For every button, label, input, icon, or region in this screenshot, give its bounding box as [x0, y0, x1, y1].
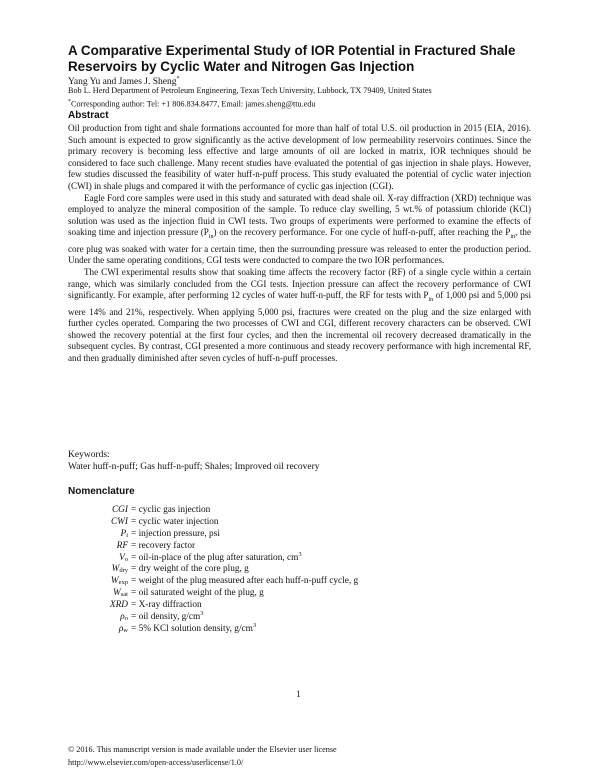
license-url: http://www.elsevier.com/open-access/userlicense/1.0/	[68, 757, 244, 767]
abstract-paragraph: Oil production from tight and shale formations accounted for more than half of total U.S. oil production in 2015 (EIA, 2016). Such amount is expected to grow significantly as the active development of low permeability reservoirs continues. Since the primary recovery is becoming less effective and large amounts of oil are locked in matrix, IOR techniques should be considered to face such challenge. Many recent studies have evaluated the potential of gas injection in shale plays. However, few studies discussed the feasibility of water huff-n-puff process. This study evaluated the potential of cyclic water injection (CWI) in shale plugs and compared it with the performance of cyclic gas injection (CGI).	[68, 123, 531, 191]
nomenclature-definition: = 5% KCl solution density, $g/cm^3$	[131, 621, 257, 634]
nomenclature-symbol: RF	[116, 540, 128, 551]
nomenclature-item	[68, 612, 488, 624]
nomenclature-definition: = oil saturated weight of the plug, g	[131, 588, 264, 599]
nomenclature-item	[68, 576, 488, 588]
nomenclature-item	[68, 564, 488, 576]
nomenclature-item	[68, 600, 488, 612]
abstract-paragraph: Eagle Ford core samples were used in this study and saturated with dead shale oil. X-ray diffraction (XRD) technique was employed to analyze the mineral composition of the sample. To reduce clay swelling, 5 wt.% of potassium chloride (KCl) solution was used as the injection fluid in CWI tests. Two groups of experiments were performed to examine the effects of soaking time and injection pressure $(P_{in})$ on the recovery performance. For one cycle of huff-n-puff, after reaching the $P_{in}$, the core plug was soaked with water for a certain time, then the surrounding pressure was released to enter the production period. Under the same operating conditions, CGI tests were conducted to compare the two IOR performances.	[68, 192, 531, 266]
nomenclature-item	[68, 550, 488, 565]
nomenclature-symbol: $W_{exp}$	[110, 576, 128, 587]
nomenclature-item	[68, 541, 488, 553]
keywords-text: Water huff-n-puff; Gas huff-n-puff; Shales; Improved oil recovery	[68, 462, 320, 472]
nomenclature-item	[68, 517, 488, 529]
nomenclature-item	[68, 529, 488, 541]
nomenclature-definition: = oil-in-place of the plug after saturation, $cm^3$	[131, 550, 302, 563]
abstract-body	[68, 123, 531, 365]
nomenclature-definition: = recovery factor	[131, 540, 196, 551]
nomenclature-list	[68, 505, 488, 636]
nomenclature-symbol: $\rho_w$	[118, 623, 128, 634]
nomenclature-item	[68, 505, 488, 517]
nomenclature-definition: = cyclic water injection	[131, 516, 219, 527]
abstract-paragraph: The CWI experimental results show that soaking time affects the recovery factor (RF) of a single cycle within a certain range, which was similarly concluded from the CGI tests. Injection pressure can affect the recovery performance of CWI significantly. For example, after performing 12 cycles of water huff-n-puff, the RF for tests with $P_{in}$ of 1,000 psi and 5,000 psi were 14% and 21%, respectively. When applying 5,000 psi, fractures were created on the plug and the size enlarged with further cycles operated. Comparing the two processes of CWI and CGI, different recovery characters can be observed. CWI showed the recovery potential at the first four cycles, and then the incremental oil recovery decreased dramatically in the subsequent cycles. By contrast, CGI presented a more continuous and steady recovery performance with high incremental RF, and then gradually diminished after seven cycles of huff-n-puff processes.	[68, 266, 531, 363]
nomenclature-symbol: $V_o$	[119, 552, 128, 563]
nomenclature-symbol: $W_{sat}$	[113, 588, 128, 599]
nomenclature-definition: = X-ray diffraction	[131, 600, 202, 611]
nomenclature-definition: = oil density, $g/cm^3$	[131, 610, 204, 623]
paper-title: A Comparative Experimental Study of IOR Potential in Fractured Shale Reservoirs by Cyclic Water and Nitrogen Gas Injection	[68, 43, 516, 74]
abstract-heading: Abstract	[68, 110, 109, 121]
page-number: 1	[296, 690, 301, 700]
license-line: © 2016. This manuscript version is made available under the Elsevier user license	[68, 745, 337, 754]
keywords-label: Keywords:	[68, 450, 110, 460]
nomenclature-symbol: CWI	[110, 516, 128, 527]
nomenclature-symbol: $P_i$	[120, 528, 128, 539]
corresponding-author: *Corresponding author: Tel: +1 806.834.8477, Email: james.sheng@ttu.edu	[68, 99, 316, 109]
nomenclature-definition: = injection pressure, psi	[131, 528, 220, 539]
nomenclature-item	[68, 621, 488, 636]
nomenclature-symbol: CGI	[111, 505, 128, 515]
affiliation: Bob L. Herd Department of Petroleum Engineering, Texas Tech University, Lubbock, TX 79409, United States	[68, 86, 432, 95]
nomenclature-symbol: $\rho_o$	[120, 612, 128, 623]
nomenclature-definition: = weight of the plug measured after each huff-n-puff cycle, g	[131, 576, 359, 587]
nomenclature-symbol: $W_{dry}$	[111, 564, 128, 575]
nomenclature-definition: = dry weight of the core plug, g	[131, 564, 249, 575]
nomenclature-definition: = cyclic gas injection	[131, 505, 211, 515]
nomenclature-symbol: XRD	[109, 600, 128, 611]
nomenclature-heading: Nomenclature	[68, 486, 135, 497]
authors: Yang Yu and James J. Sheng*	[68, 76, 180, 88]
nomenclature-item	[68, 588, 488, 600]
license-footer	[68, 744, 337, 769]
